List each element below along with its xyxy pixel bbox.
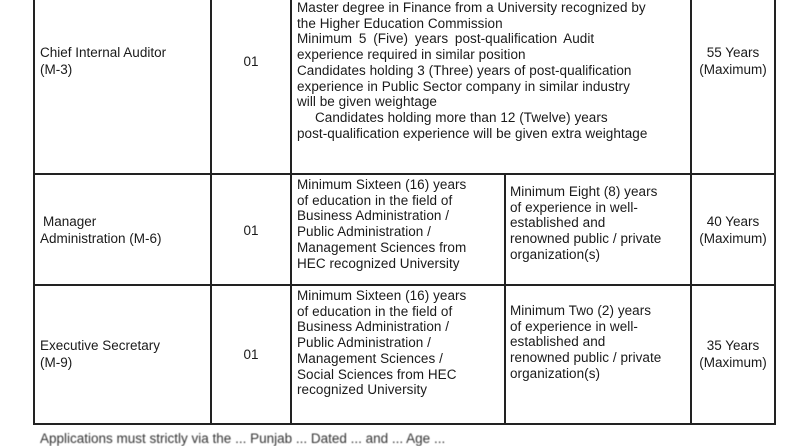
experience-cell xyxy=(510,303,686,382)
age-limit: 55 Years xyxy=(706,45,760,60)
age-limit-cell xyxy=(692,337,774,371)
requirement-line: organization(s) xyxy=(510,365,601,381)
positions-count: 01 xyxy=(243,347,259,362)
experience-cell xyxy=(510,184,686,263)
table-border-left xyxy=(33,0,35,424)
requirement-line: of education in the field of xyxy=(297,303,453,319)
requirement-line: organization(s) xyxy=(510,246,601,262)
age-limit: 35 Years xyxy=(706,338,760,353)
age-limit-note: (Maximum) xyxy=(699,62,767,77)
footer-note: Applications must strictly via the ... Punjab ... Dated ... and ... Age ... xyxy=(40,431,446,446)
post-title-cell xyxy=(40,213,210,247)
requirement-line: post-qualification experience will be given extra weightage xyxy=(297,125,648,141)
post-title-line-2: Administration (M-6) xyxy=(40,231,162,246)
requirement-line: Management Sciences / xyxy=(297,350,443,366)
post-title: Chief Internal Auditor xyxy=(40,45,167,60)
requirement-line: Public Administration / xyxy=(297,224,431,240)
age-limit-note: (Maximum) xyxy=(699,231,767,246)
qualification-cell xyxy=(297,288,500,398)
requirement-line: the Higher Education Commission xyxy=(297,15,503,31)
qualification-cell xyxy=(297,177,500,271)
requirement-line: Business Administration / xyxy=(297,319,450,335)
requirement-line: renowned public / private xyxy=(510,350,662,366)
post-title-cell xyxy=(40,337,210,371)
post-title: Executive Secretary xyxy=(40,338,161,353)
requirement-line: recognized University xyxy=(297,382,428,398)
requirement-line: Minimum Sixteen (16) years xyxy=(297,288,467,303)
post-grade: (M-9) xyxy=(40,355,73,370)
age-limit-cell xyxy=(692,44,774,78)
requirement-line: Candidates holding more than 12 (Twelve) years xyxy=(315,109,608,125)
requirement-line: HEC recognized University xyxy=(297,255,460,271)
requirement-line: Candidates holding 3 (Three) years of post-qualification xyxy=(297,62,632,78)
col-divider-3 xyxy=(504,173,506,424)
qualification-cell xyxy=(297,0,684,141)
requirement-line: Public Administration / xyxy=(297,335,431,351)
row-divider-2 xyxy=(33,284,776,286)
positions-count: 01 xyxy=(243,54,259,69)
requirement-line: Master degree in Finance from a University recognized by xyxy=(297,0,646,15)
requirement-line: Business Administration / xyxy=(297,208,450,224)
post-title: Manager xyxy=(43,214,97,229)
positions-count: 01 xyxy=(243,223,259,238)
age-limit: 40 Years xyxy=(706,214,760,229)
requirement-line: established and xyxy=(510,215,606,231)
requirement-line: Minimum Sixteen (16) years xyxy=(297,177,467,192)
requirement-line: renowned public / private xyxy=(510,231,662,247)
requirement-line: Management Sciences from xyxy=(297,239,467,255)
requirement-line: of experience in well- xyxy=(510,199,638,215)
requirement-line: of experience in well- xyxy=(510,318,638,334)
col-divider-2 xyxy=(290,0,292,424)
post-grade: (M-3) xyxy=(40,62,73,77)
requirement-line: established and xyxy=(510,334,606,350)
age-limit-cell xyxy=(692,213,774,247)
age-limit-note: (Maximum) xyxy=(699,355,767,370)
table-border-bottom xyxy=(33,423,776,425)
requirement-line: of education in the field of xyxy=(297,192,453,208)
requirement-line: experience required in similar position xyxy=(297,47,526,63)
table-border-right xyxy=(774,0,776,424)
requirement-line: will be given weightage xyxy=(297,94,437,110)
requirement-line: Social Sciences from HEC xyxy=(297,366,457,382)
requirement-line: Minimum Two (2) years xyxy=(510,303,652,318)
requirement-line: Minimum 5 (Five) years post-qualification Audit xyxy=(297,31,595,47)
row-divider-1 xyxy=(33,173,776,175)
post-title-cell xyxy=(40,44,210,78)
requirement-line: experience in Public Sector company in similar industry xyxy=(297,78,630,94)
requirement-line: Minimum Eight (8) years xyxy=(510,184,658,199)
